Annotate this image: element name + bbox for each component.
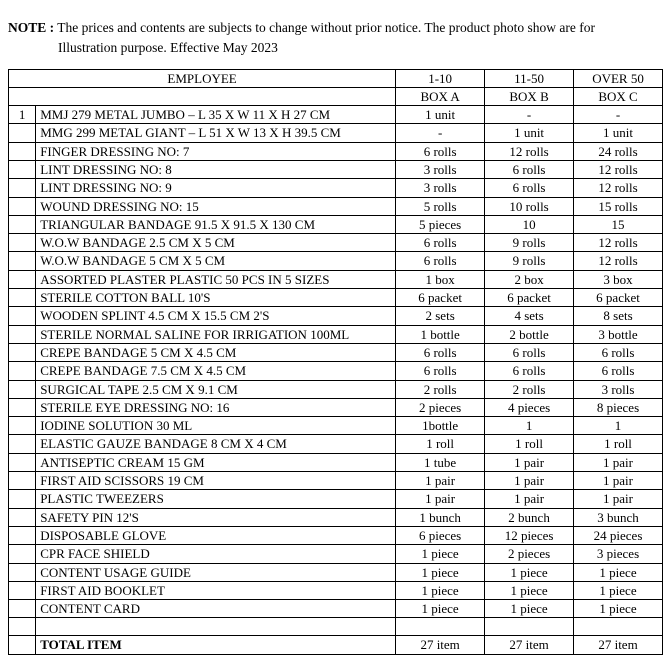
row-number (9, 160, 36, 178)
table-row (9, 380, 663, 398)
item-name: CREPE BANDAGE 5 CM X 4.5 CM (36, 343, 396, 361)
note-line-1 (8, 18, 663, 38)
qty-box-a: 1 roll (396, 435, 485, 453)
total-cell-num (9, 636, 36, 654)
qty-box-b: 9 rolls (485, 234, 574, 252)
table-row (9, 197, 663, 215)
qty-box-a: 6 rolls (396, 362, 485, 380)
qty-box-a: - (396, 124, 485, 142)
row-number (9, 124, 36, 142)
header-employee-blank (9, 87, 396, 105)
table-row (9, 106, 663, 124)
qty-box-c: 15 (574, 215, 663, 233)
spacer-cell-b (485, 618, 574, 636)
qty-box-a: 5 pieces (396, 215, 485, 233)
item-name: CONTENT USAGE GUIDE (36, 563, 396, 581)
item-name: MMG 299 METAL GIANT – L 51 X W 13 X H 39.5 CM (36, 124, 396, 142)
spacer-cell-c (574, 618, 663, 636)
qty-box-a: 1 piece (396, 563, 485, 581)
qty-box-b: 12 pieces (485, 526, 574, 544)
table-row (9, 417, 663, 435)
table-row (9, 563, 663, 581)
row-number (9, 581, 36, 599)
row-number (9, 179, 36, 197)
qty-box-b: 6 rolls (485, 343, 574, 361)
header-range-b: 11-50 (485, 69, 574, 87)
table-row (9, 581, 663, 599)
qty-box-c: 1 piece (574, 563, 663, 581)
qty-box-a: 1 unit (396, 106, 485, 124)
qty-box-b: 6 rolls (485, 160, 574, 178)
qty-box-b: - (485, 106, 574, 124)
item-name: ASSORTED PLASTER PLASTIC 50 PCS IN 5 SIZES (36, 270, 396, 288)
item-name: FIRST AID BOOKLET (36, 581, 396, 599)
row-number (9, 563, 36, 581)
item-name: SAFETY PIN 12'S (36, 508, 396, 526)
qty-box-c: 3 box (574, 270, 663, 288)
row-number (9, 343, 36, 361)
item-name: LINT DRESSING NO: 9 (36, 179, 396, 197)
item-name: TRIANGULAR BANDAGE 91.5 X 91.5 X 130 CM (36, 215, 396, 233)
row-number (9, 545, 36, 563)
qty-box-c: 6 rolls (574, 362, 663, 380)
table-row (9, 600, 663, 618)
qty-box-b: 2 rolls (485, 380, 574, 398)
header-box-b: BOX B (485, 87, 574, 105)
qty-box-a: 2 rolls (396, 380, 485, 398)
table-row (9, 160, 663, 178)
qty-box-c: 8 sets (574, 307, 663, 325)
table-row (9, 234, 663, 252)
item-name: IODINE SOLUTION 30 ML (36, 417, 396, 435)
qty-box-a: 6 packet (396, 289, 485, 307)
note-text-2: Illustration purpose. Effective May 2023 (58, 40, 278, 56)
qty-box-a: 1 pair (396, 490, 485, 508)
qty-box-b: 10 rolls (485, 197, 574, 215)
qty-box-a: 6 rolls (396, 142, 485, 160)
table-row (9, 325, 663, 343)
row-number (9, 435, 36, 453)
qty-box-b: 6 rolls (485, 179, 574, 197)
item-name: SURGICAL TAPE 2.5 CM X 9.1 CM (36, 380, 396, 398)
qty-box-a: 6 rolls (396, 343, 485, 361)
qty-box-c: 1 (574, 417, 663, 435)
qty-box-c: 12 rolls (574, 252, 663, 270)
note-text-1: The prices and contents are subjects to change without prior notice. The product photo show are for (57, 20, 595, 35)
total-qty-c: 27 item (574, 636, 663, 654)
header-row-2 (9, 87, 663, 105)
qty-box-c: 24 pieces (574, 526, 663, 544)
spacer-row (9, 618, 663, 636)
item-name: PLASTIC TWEEZERS (36, 490, 396, 508)
qty-box-c: 6 rolls (574, 343, 663, 361)
table-row (9, 179, 663, 197)
header-box-a: BOX A (396, 87, 485, 105)
qty-box-c: 12 rolls (574, 179, 663, 197)
total-qty-a: 27 item (396, 636, 485, 654)
qty-box-a: 1 piece (396, 600, 485, 618)
qty-box-c: 8 pieces (574, 398, 663, 416)
qty-box-b: 2 pieces (485, 545, 574, 563)
item-name: STERILE NORMAL SALINE FOR IRRIGATION 100ML (36, 325, 396, 343)
row-number (9, 472, 36, 490)
qty-box-b: 1 unit (485, 124, 574, 142)
table-row (9, 508, 663, 526)
item-name: CPR FACE SHIELD (36, 545, 396, 563)
row-number (9, 142, 36, 160)
header-box-c: BOX C (574, 87, 663, 105)
row-number (9, 417, 36, 435)
spacer-cell-item (36, 618, 396, 636)
qty-box-a: 2 pieces (396, 398, 485, 416)
table-row (9, 142, 663, 160)
note-label: NOTE : (8, 20, 55, 35)
row-number (9, 380, 36, 398)
total-qty-b: 27 item (485, 636, 574, 654)
qty-box-a: 1 piece (396, 581, 485, 599)
item-name: ELASTIC GAUZE BANDAGE 8 CM X 4 CM (36, 435, 396, 453)
row-number (9, 215, 36, 233)
qty-box-c: 12 rolls (574, 234, 663, 252)
header-range-a: 1-10 (396, 69, 485, 87)
qty-box-c: 1 pair (574, 453, 663, 471)
item-name: W.O.W BANDAGE 2.5 CM X 5 CM (36, 234, 396, 252)
qty-box-b: 1 pair (485, 453, 574, 471)
spacer-cell-a (396, 618, 485, 636)
qty-box-b: 2 box (485, 270, 574, 288)
item-name: CONTENT CARD (36, 600, 396, 618)
table-row (9, 270, 663, 288)
qty-box-a: 2 sets (396, 307, 485, 325)
row-number (9, 252, 36, 270)
qty-box-b: 4 sets (485, 307, 574, 325)
items-body (9, 69, 663, 654)
row-number (9, 289, 36, 307)
qty-box-b: 12 rolls (485, 142, 574, 160)
qty-box-c: 3 pieces (574, 545, 663, 563)
item-name: WOUND DRESSING NO: 15 (36, 197, 396, 215)
table-row (9, 398, 663, 416)
row-number (9, 234, 36, 252)
qty-box-c: 3 rolls (574, 380, 663, 398)
qty-box-a: 6 rolls (396, 252, 485, 270)
row-number (9, 197, 36, 215)
qty-box-a: 1 bottle (396, 325, 485, 343)
qty-box-a: 6 rolls (396, 234, 485, 252)
spacer-cell-num (9, 618, 36, 636)
qty-box-b: 6 packet (485, 289, 574, 307)
table-row (9, 362, 663, 380)
qty-box-a: 5 rolls (396, 197, 485, 215)
qty-box-a: 1 tube (396, 453, 485, 471)
qty-box-c: 3 bottle (574, 325, 663, 343)
qty-box-a: 6 pieces (396, 526, 485, 544)
row-number (9, 453, 36, 471)
item-name: FIRST AID SCISSORS 19 CM (36, 472, 396, 490)
qty-box-b: 1 (485, 417, 574, 435)
qty-box-c: 1 piece (574, 581, 663, 599)
header-row-1 (9, 69, 663, 87)
qty-box-b: 9 rolls (485, 252, 574, 270)
qty-box-b: 1 piece (485, 600, 574, 618)
total-row (9, 636, 663, 654)
qty-box-b: 1 piece (485, 563, 574, 581)
qty-box-b: 2 bottle (485, 325, 574, 343)
qty-box-c: 1 pair (574, 472, 663, 490)
qty-box-c: 24 rolls (574, 142, 663, 160)
table-row (9, 453, 663, 471)
qty-box-c: 1 unit (574, 124, 663, 142)
qty-box-c: 12 rolls (574, 160, 663, 178)
qty-box-b: 1 pair (485, 472, 574, 490)
row-number (9, 508, 36, 526)
table-row (9, 252, 663, 270)
qty-box-a: 3 rolls (396, 160, 485, 178)
table-row (9, 526, 663, 544)
qty-box-c: - (574, 106, 663, 124)
qty-box-a: 1bottle (396, 417, 485, 435)
header-employee: EMPLOYEE (9, 69, 396, 87)
note-block (8, 18, 663, 59)
item-name: W.O.W BANDAGE 5 CM X 5 CM (36, 252, 396, 270)
table-row (9, 343, 663, 361)
row-number (9, 307, 36, 325)
qty-box-c: 15 rolls (574, 197, 663, 215)
item-name: DISPOSABLE GLOVE (36, 526, 396, 544)
qty-box-a: 1 box (396, 270, 485, 288)
qty-box-c: 1 roll (574, 435, 663, 453)
row-number (9, 600, 36, 618)
qty-box-b: 10 (485, 215, 574, 233)
header-range-c: OVER 50 (574, 69, 663, 87)
qty-box-a: 3 rolls (396, 179, 485, 197)
qty-box-b: 1 piece (485, 581, 574, 599)
table-row (9, 124, 663, 142)
row-number (9, 362, 36, 380)
qty-box-b: 1 pair (485, 490, 574, 508)
table-row (9, 307, 663, 325)
row-number (9, 526, 36, 544)
item-name: STERILE COTTON BALL 10'S (36, 289, 396, 307)
row-number (9, 398, 36, 416)
table-row (9, 472, 663, 490)
item-name: MMJ 279 METAL JUMBO – L 35 X W 11 X H 27 CM (36, 106, 396, 124)
table-row (9, 215, 663, 233)
row-number: 1 (9, 106, 36, 124)
qty-box-c: 3 bunch (574, 508, 663, 526)
qty-box-b: 2 bunch (485, 508, 574, 526)
item-name: ANTISEPTIC CREAM 15 GM (36, 453, 396, 471)
qty-box-b: 4 pieces (485, 398, 574, 416)
qty-box-a: 1 bunch (396, 508, 485, 526)
item-name: LINT DRESSING NO: 8 (36, 160, 396, 178)
total-label: TOTAL ITEM (36, 636, 396, 654)
table-row (9, 289, 663, 307)
contents-table (8, 69, 663, 655)
table-row (9, 545, 663, 563)
qty-box-b: 6 rolls (485, 362, 574, 380)
row-number (9, 270, 36, 288)
row-number (9, 325, 36, 343)
qty-box-a: 1 piece (396, 545, 485, 563)
qty-box-a: 1 pair (396, 472, 485, 490)
item-name: FINGER DRESSING NO: 7 (36, 142, 396, 160)
item-name: STERILE EYE DRESSING NO: 16 (36, 398, 396, 416)
table-row (9, 490, 663, 508)
qty-box-c: 1 piece (574, 600, 663, 618)
table-row (9, 435, 663, 453)
row-number (9, 490, 36, 508)
qty-box-c: 6 packet (574, 289, 663, 307)
qty-box-c: 1 pair (574, 490, 663, 508)
qty-box-b: 1 roll (485, 435, 574, 453)
item-name: CREPE BANDAGE 7.5 CM X 4.5 CM (36, 362, 396, 380)
item-name: WOODEN SPLINT 4.5 CM X 15.5 CM 2'S (36, 307, 396, 325)
